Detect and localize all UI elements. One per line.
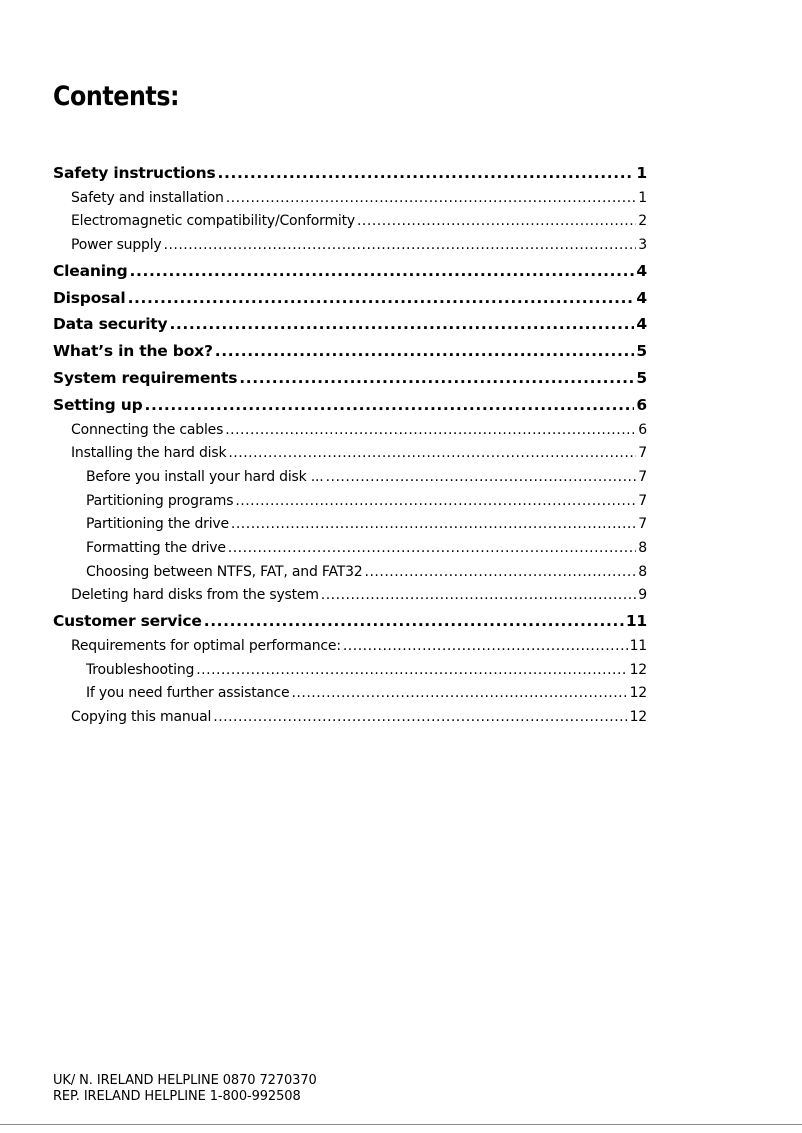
toc-entry-title: Before you install your hard disk ... (86, 469, 324, 485)
toc-entry-power-supply (53, 234, 647, 258)
toc-entry-disposal (53, 285, 647, 312)
toc-leader-dots (291, 682, 627, 706)
toc-leader-dots (169, 311, 634, 338)
toc-entry-page: 12 (629, 685, 647, 702)
toc-entry-title: Deleting hard disks from the system (71, 587, 319, 604)
toc-entry-setting-up (53, 392, 647, 419)
toc-entry-before-you-install (53, 466, 647, 490)
toc-leader-dots (226, 187, 637, 211)
toc-entry-partitioning-programs (53, 490, 647, 514)
helpline-uk: UK/ N. IRELAND HELPLINE 0870 7270370 (53, 1073, 317, 1088)
toc-leader-dots (130, 258, 635, 285)
toc-entry-copying-this-manual (53, 706, 647, 730)
toc-entry-title: Electromagnetic compatibility/Conformity (71, 213, 355, 230)
toc-leader-dots (217, 160, 634, 187)
toc-leader-dots (164, 234, 637, 258)
page-title: Contents: (53, 81, 180, 112)
toc-entry-customer-service (53, 608, 647, 635)
toc-entry-title: What’s in the box? (53, 342, 213, 361)
toc-entry-title: Troubleshooting (86, 661, 195, 678)
toc-leader-dots (225, 419, 636, 443)
toc-entry-page: 7 (638, 492, 647, 509)
toc-leader-dots (239, 365, 634, 392)
toc-entry-page: 7 (638, 516, 647, 533)
toc-entry-safety-instructions (53, 160, 647, 187)
toc-entry-page: 7 (638, 469, 647, 485)
toc-entry-title: Installing the hard disk (71, 445, 227, 462)
toc-entry-further-assistance (53, 682, 647, 706)
toc-entry-safety-and-installation (53, 187, 647, 211)
toc-leader-dots (228, 442, 636, 466)
toc-entry-troubleshooting (53, 659, 647, 683)
toc-entry-page: 12 (629, 708, 647, 725)
toc-entry-page: 12 (629, 661, 647, 678)
toc-entry-page: 5 (636, 369, 647, 388)
toc-entry-page: 6 (638, 421, 647, 438)
table-of-contents (53, 160, 647, 730)
toc-entry-page: 6 (636, 395, 647, 414)
toc-entry-title: Safety instructions (53, 164, 216, 182)
toc-entry-formatting-the-drive (53, 537, 647, 561)
toc-entry-page: 1 (636, 164, 647, 182)
toc-entry-page: 4 (636, 288, 647, 307)
toc-leader-dots (128, 285, 635, 312)
toc-entry-title: Customer service (53, 612, 202, 631)
toc-entry-title: Power supply (71, 237, 162, 254)
toc-entry-page: 7 (638, 445, 647, 462)
toc-entry-page: 9 (638, 587, 647, 604)
toc-entry-title: Requirements for optimal performance: (71, 637, 341, 654)
toc-leader-dots (204, 608, 624, 635)
toc-entry-title: Choosing between NTFS, FAT, and FAT32 (86, 563, 363, 580)
toc-entry-title: Disposal (53, 288, 126, 307)
toc-leader-dots (196, 659, 627, 683)
toc-entry-page: 2 (638, 213, 647, 230)
toc-entry-cleaning (53, 258, 647, 285)
toc-leader-dots (235, 490, 636, 514)
toc-leader-dots (228, 537, 637, 561)
toc-entry-page: 8 (638, 540, 647, 557)
toc-entry-requirements-optimal-performance (53, 635, 647, 659)
toc-entry-page: 3 (638, 237, 647, 254)
page-footer (53, 1073, 317, 1105)
toc-entry-title: Safety and installation (71, 189, 224, 206)
toc-entry-title: Partitioning the drive (86, 516, 229, 533)
bottom-divider (0, 1124, 802, 1125)
toc-entry-partitioning-the-drive (53, 513, 647, 537)
toc-leader-dots (326, 466, 637, 490)
toc-entry-page: 4 (636, 315, 647, 334)
toc-entry-system-requirements (53, 365, 647, 392)
toc-entry-installing-the-hard-disk (53, 442, 647, 466)
toc-entry-title: Data security (53, 315, 168, 334)
toc-entry-choosing-file-system (53, 561, 647, 585)
toc-entry-electromagnetic-compatibility (53, 210, 647, 234)
toc-entry-connecting-the-cables (53, 419, 647, 443)
toc-entry-page: 8 (638, 563, 647, 580)
toc-leader-dots (365, 561, 637, 585)
toc-leader-dots (144, 392, 634, 419)
toc-leader-dots (343, 635, 628, 659)
toc-leader-dots (231, 513, 636, 537)
toc-entry-title: Formatting the drive (86, 540, 226, 557)
toc-entry-title: Partitioning programs (86, 492, 234, 509)
toc-leader-dots (357, 210, 636, 234)
toc-leader-dots (215, 338, 635, 365)
toc-entry-title: If you need further assistance (86, 685, 290, 702)
toc-entry-data-security (53, 311, 647, 338)
toc-entry-title: Copying this manual (71, 708, 212, 725)
toc-entry-title: System requirements (53, 369, 238, 388)
toc-entry-title: Connecting the cables (71, 421, 224, 438)
toc-leader-dots (213, 706, 627, 730)
toc-leader-dots (321, 584, 637, 608)
toc-entry-whats-in-the-box (53, 338, 647, 365)
toc-entry-page: 1 (638, 189, 647, 206)
toc-entry-title: Cleaning (53, 261, 128, 280)
toc-entry-page: 11 (629, 637, 647, 654)
toc-entry-page: 5 (636, 342, 647, 361)
toc-entry-title: Setting up (53, 395, 143, 414)
helpline-ireland: REP. IRELAND HELPLINE 1-800-992508 (53, 1089, 301, 1104)
toc-entry-deleting-hard-disks (53, 584, 647, 608)
toc-entry-page: 11 (625, 612, 647, 631)
toc-entry-page: 4 (636, 261, 647, 280)
